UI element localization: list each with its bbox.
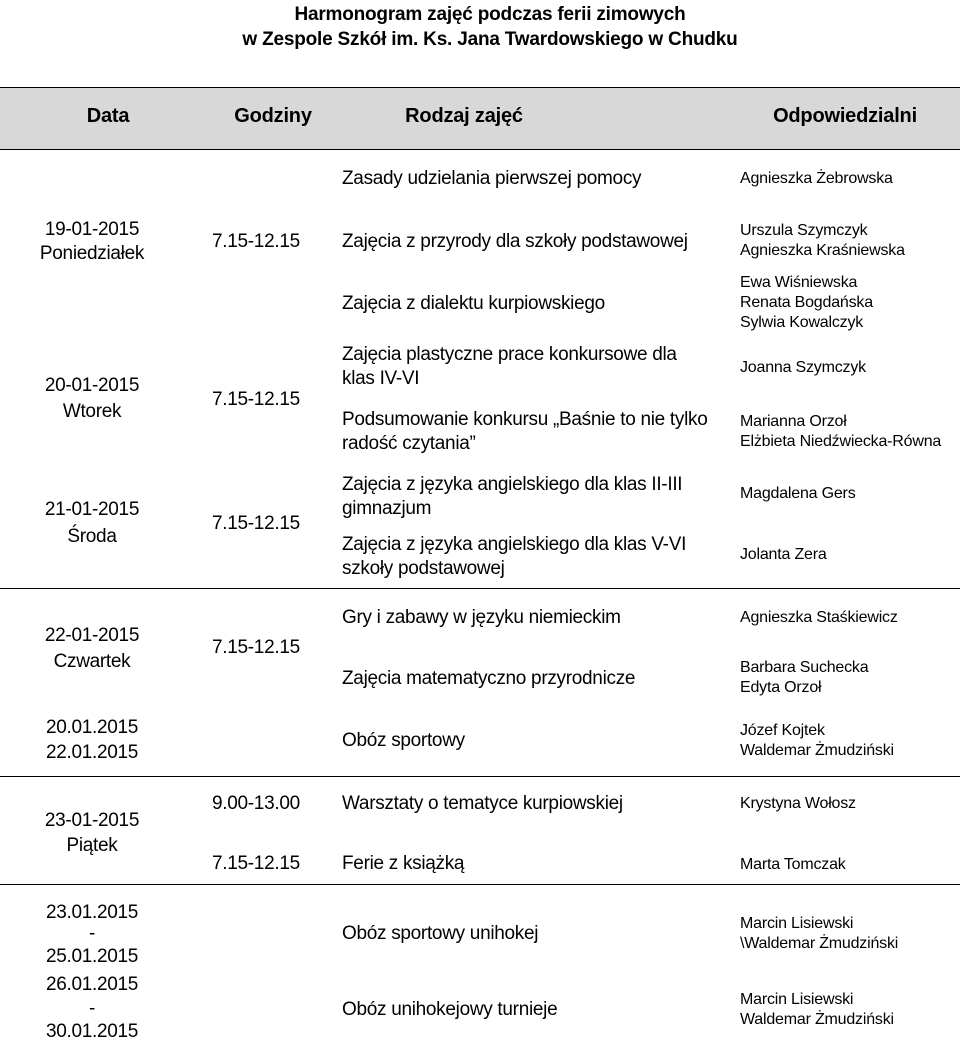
responsible-oboz-2: Waldemar Żmudziński (740, 742, 894, 759)
responsible-dialekt-1: Ewa Wiśniewska (740, 274, 858, 291)
activity-niemiecki: Gry i zabawy w języku niemieckim (342, 607, 621, 628)
header-data: Data (86, 105, 130, 127)
row-separator (0, 776, 960, 777)
activity-angielski-sp-1: Zajęcia z języka angielskiego dla klas V-VI (342, 534, 687, 555)
hours-warsztaty: 9.00-13.00 (212, 793, 300, 814)
activity-angielski-gim-1: Zajęcia z języka angielskiego dla klas II-III (342, 474, 683, 495)
day-poniedzialek: Poniedziałek (39, 243, 145, 264)
row-separator (0, 884, 960, 885)
responsible-przyroda-2: Agnieszka Kraśniewska (740, 242, 905, 259)
activity-first-aid: Zasady udzielania pierwszej pomocy (342, 168, 642, 189)
date-range-turnieje-2: 30.01.2015 (45, 1021, 139, 1042)
hours-20-01: 7.15-12.15 (212, 389, 300, 410)
date-range-oboz-1: 20.01.2015 (45, 717, 139, 738)
responsible-unihokej-2: \Waldemar Żmudziński (740, 935, 899, 952)
responsible-niemiecki: Agnieszka Staśkiewicz (740, 609, 898, 626)
day-wtorek: Wtorek (62, 401, 122, 422)
responsible-plastyczne: Joanna Szymczyk (740, 359, 866, 376)
activity-oboz-unihokej: Obóz sportowy unihokej (342, 923, 539, 944)
date-20-01: 20-01-2015 (44, 375, 140, 396)
header-odpowiedzialni: Odpowiedzialni (773, 105, 917, 127)
day-piatek: Piątek (66, 835, 118, 856)
date-23-01: 23-01-2015 (44, 810, 140, 831)
responsible-ferie: Marta Tomczak (740, 856, 846, 873)
hours-22-01: 7.15-12.15 (212, 637, 300, 658)
title-line-2: w Zespole Szkół im. Ks. Jana Twardowskiego w Chudku (242, 29, 738, 50)
date-22-01: 22-01-2015 (44, 625, 140, 646)
activity-podsumowanie-2: radość czytania” (342, 433, 476, 454)
responsible-podsumowanie-2: Elżbieta Niedźwiecka-Równa (740, 433, 942, 450)
responsible-przyroda-1: Urszula Szymczyk (740, 222, 868, 239)
activity-oboz-sportowy: Obóz sportowy (342, 730, 465, 751)
date-range-unihokej-dash: - (88, 923, 96, 944)
date-range-oboz-2: 22.01.2015 (45, 742, 139, 763)
activity-plastyczne-1: Zajęcia plastyczne prace konkursowe dla (342, 344, 677, 365)
responsible-matematyczno-2: Edyta Orzoł (740, 679, 822, 696)
hours-21-01: 7.15-12.15 (212, 513, 300, 534)
responsible-oboz-1: Józef Kojtek (740, 722, 825, 739)
date-range-turnieje-dash: - (88, 998, 96, 1019)
responsible-unihokej-1: Marcin Lisiewski (740, 915, 854, 932)
activity-dialekt: Zajęcia z dialektu kurpiowskiego (342, 293, 605, 314)
responsible-angielski-gim: Magdalena Gers (740, 485, 856, 502)
day-sroda: Środa (67, 526, 117, 547)
date-range-unihokej-1: 23.01.2015 (45, 902, 139, 923)
responsible-warsztaty: Krystyna Wołosz (740, 795, 856, 812)
day-czwartek: Czwartek (53, 651, 131, 672)
responsible-turnieje-2: Waldemar Żmudziński (740, 1011, 894, 1028)
header-rodzaj-zajec: Rodzaj zajęć (405, 105, 523, 127)
title-line-1: Harmonogram zajęć podczas ferii zimowych (294, 4, 686, 25)
activity-przyroda: Zajęcia z przyrody dla szkoły podstawowej (342, 231, 688, 252)
document-title (0, 2, 960, 52)
responsible-first-aid: Agnieszka Żebrowska (740, 170, 893, 187)
activity-angielski-gim-2: gimnazjum (342, 498, 432, 519)
responsible-matematyczno-1: Barbara Suchecka (740, 659, 869, 676)
activity-oboz-turnieje: Obóz unihokejowy turnieje (342, 999, 558, 1020)
hours-19-01: 7.15-12.15 (212, 231, 300, 252)
date-range-turnieje-1: 26.01.2015 (45, 974, 139, 995)
responsible-podsumowanie-1: Marianna Orzoł (740, 413, 847, 430)
row-separator (0, 588, 960, 589)
responsible-angielski-sp: Jolanta Zera (740, 546, 827, 563)
activity-warsztaty: Warsztaty o tematyce kurpiowskiej (342, 793, 623, 814)
date-21-01: 21-01-2015 (44, 499, 140, 520)
activity-plastyczne-2: klas IV-VI (342, 368, 420, 389)
header-godziny: Godziny (234, 105, 312, 127)
activity-angielski-sp-2: szkoły podstawowej (342, 558, 505, 579)
activity-podsumowanie-1: Podsumowanie konkursu „Baśnie to nie tylko (342, 409, 708, 430)
responsible-turnieje-1: Marcin Lisiewski (740, 991, 854, 1008)
activity-matematyczno: Zajęcia matematyczno przyrodnicze (342, 668, 636, 689)
date-range-unihokej-2: 25.01.2015 (45, 946, 139, 967)
responsible-dialekt-3: Sylwia Kowalczyk (740, 314, 864, 331)
responsible-dialekt-2: Renata Bogdańska (740, 294, 873, 311)
activity-ferie-z-ksiazka: Ferie z książką (342, 853, 465, 874)
table-header (0, 87, 960, 150)
hours-ferie: 7.15-12.15 (212, 853, 300, 874)
date-19-01: 19-01-2015 (44, 219, 140, 240)
